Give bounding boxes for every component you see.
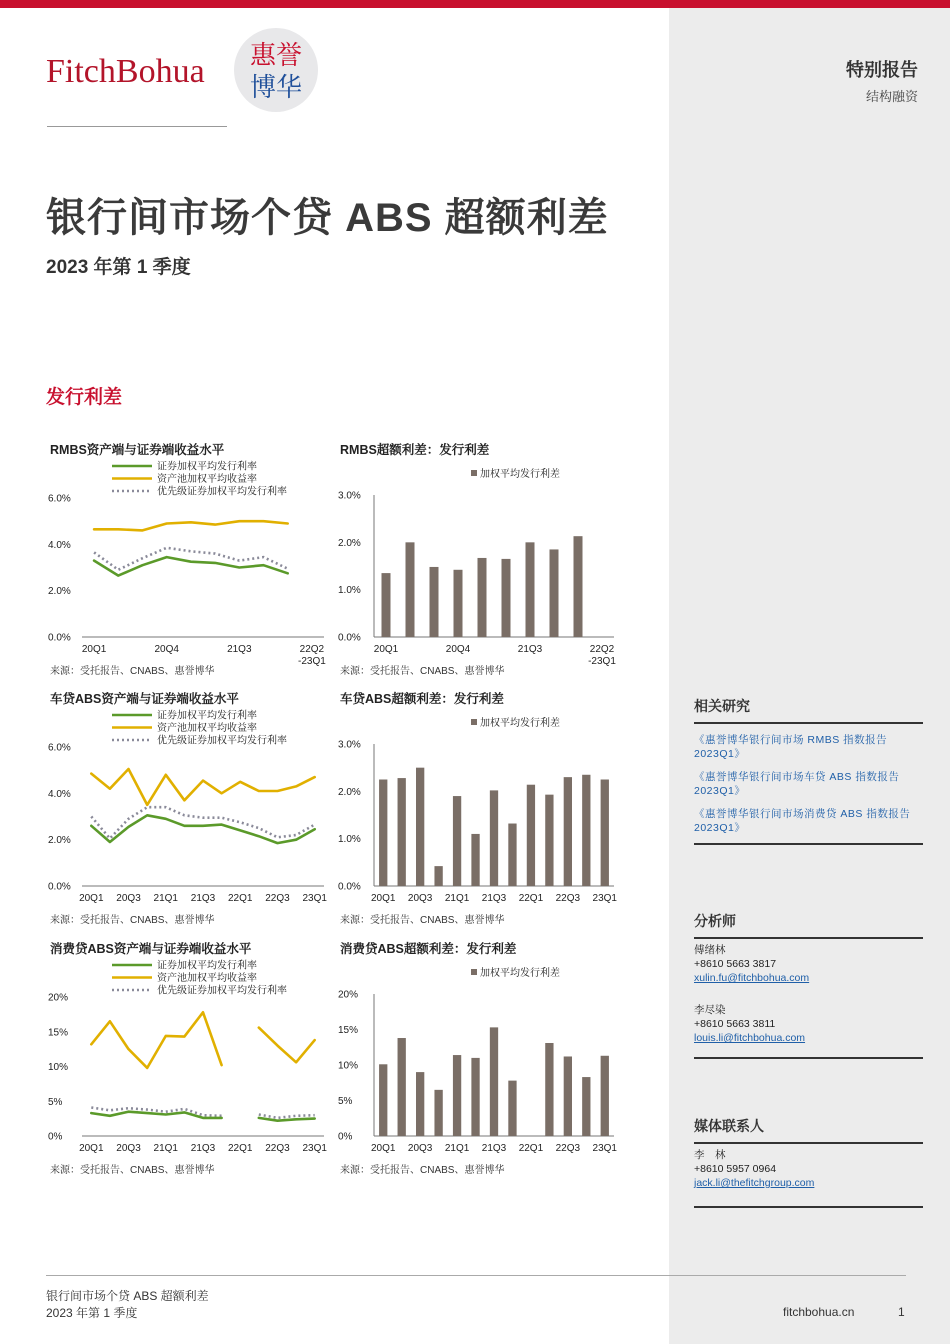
page-title: 银行间市场个贷 ABS 超额利差	[46, 196, 609, 240]
bar	[478, 558, 487, 637]
x-tick-label: 20Q1	[373, 644, 399, 655]
y-tick-label: 0.0%	[338, 881, 361, 893]
top-accent-bar	[0, 0, 950, 8]
chart-source-note: 来源：受托报告、CNABS、惠誉博华	[340, 1165, 505, 1176]
bar	[416, 1072, 424, 1136]
y-tick-label: 15%	[338, 1025, 359, 1036]
related-research	[694, 696, 923, 845]
x-tick-label: 22Q1	[518, 1143, 544, 1154]
y-tick-label: 0%	[48, 1131, 63, 1143]
bar	[545, 1043, 553, 1136]
legend-label-bar: 加权平均发行利差	[480, 469, 560, 480]
bar	[574, 536, 583, 637]
x-tick-label: -23Q1	[298, 656, 326, 667]
media-contact-block	[694, 1116, 923, 1208]
y-tick-label: 20%	[338, 989, 359, 1001]
y-tick-label: 10%	[48, 1062, 69, 1073]
bar	[434, 866, 442, 886]
bar	[502, 559, 511, 637]
y-tick-label: 3.0%	[338, 490, 361, 502]
x-tick-label: 21Q3	[481, 893, 507, 904]
bar	[398, 778, 406, 886]
chart-auto-yield	[46, 689, 336, 929]
y-tick-label: 6.0%	[48, 493, 71, 505]
legend-label: 资产池加权平均收益率	[157, 723, 257, 734]
bar	[601, 780, 609, 887]
x-tick-label: 23Q1	[302, 893, 327, 904]
legend-label: 证券加权平均发行利率	[157, 461, 257, 473]
chart-title: RMBS超额利差：发行利差	[340, 443, 490, 457]
x-tick-label: 20Q3	[407, 1143, 433, 1154]
analyst-email[interactable]: xulin.fu@fitchbohua.com	[694, 972, 810, 984]
x-tick-label: 23Q1	[302, 1143, 327, 1154]
y-tick-label: 15%	[48, 1027, 69, 1039]
y-tick-label: 4.0%	[48, 539, 71, 551]
logo-wordmark: FitchBohua	[46, 53, 205, 90]
analyst-phone: +8610 5663 3817	[694, 958, 777, 970]
chart-title: 车贷ABS超额利差：发行利差	[340, 692, 504, 706]
analyst-email[interactable]: louis.li@fitchbohua.com	[694, 1032, 806, 1044]
report-type-block	[846, 56, 918, 105]
bar	[601, 1056, 609, 1136]
y-tick-label: 2.0%	[338, 786, 361, 798]
x-tick-label: 21Q1	[444, 893, 470, 904]
y-tick-label: 20%	[48, 992, 69, 1004]
y-tick-label: 4.0%	[48, 788, 71, 800]
bar	[379, 780, 387, 887]
media-contact-name: 李 林	[694, 1149, 726, 1161]
bar	[406, 542, 415, 637]
x-tick-label: 20Q1	[370, 893, 396, 904]
bar	[434, 1090, 442, 1136]
chart-title: RMBS资产端与证券端收益水平	[50, 443, 225, 457]
y-tick-label: 0.0%	[338, 632, 361, 644]
series-line-pool-yield	[91, 1012, 314, 1068]
y-tick-label: 5%	[338, 1096, 353, 1107]
bar	[508, 1081, 516, 1136]
chart-title: 消费贷ABS超额利差：发行利差	[340, 942, 517, 956]
related-link-consumer[interactable]: 《惠誉博华银行间市场消费贷 ABS 指数报告 2023Q1》	[694, 808, 911, 834]
legend-label-bar: 加权平均发行利差	[480, 968, 560, 979]
footer-line-2: 2023 年第 1 季度	[46, 1306, 138, 1320]
related-link-auto[interactable]: 《惠誉博华银行间市场车贷 ABS 指数报告 2023Q1》	[694, 771, 900, 797]
analyst-name: 傅绪林	[694, 944, 726, 956]
chart-consumer-spread	[336, 939, 626, 1179]
legend-label: 资产池加权平均收益率	[157, 474, 257, 485]
series-line-pool-yield	[91, 769, 314, 805]
x-tick-label: 21Q3	[190, 1143, 216, 1154]
legend-label: 优先级证券加权平均发行利率	[157, 735, 287, 747]
y-tick-label: 5%	[48, 1096, 63, 1108]
x-tick-label: 21Q3	[190, 893, 216, 904]
chart-source-note: 来源：受托报告、CNABS、惠誉博华	[340, 915, 505, 926]
legend-swatch-bar	[471, 719, 477, 725]
x-tick-label: 20Q4	[445, 644, 471, 655]
x-tick-label: 22Q3	[265, 1143, 290, 1154]
logo-divider	[47, 126, 227, 127]
bar	[453, 1055, 461, 1136]
x-tick-label: 20Q1	[370, 1143, 396, 1154]
bar	[508, 824, 516, 886]
x-tick-label: 22Q3	[555, 893, 581, 904]
bar	[545, 795, 553, 886]
y-tick-label: 2.0%	[338, 537, 361, 549]
x-tick-label: 22Q1	[227, 893, 253, 904]
chart-source-note: 来源：受托报告、CNABS、惠誉博华	[50, 1165, 215, 1176]
chart-svg	[336, 939, 626, 1179]
chart-svg	[46, 440, 336, 680]
y-tick-label: 3.0%	[338, 739, 361, 751]
chart-source-note: 来源：受托报告、CNABS、惠誉博华	[50, 915, 215, 926]
x-tick-label: 20Q4	[154, 644, 179, 655]
analyst-2	[694, 1003, 923, 1045]
x-tick-label: 21Q1	[153, 1143, 179, 1154]
page-number: 1	[898, 1305, 905, 1319]
footer-report-name	[46, 1288, 209, 1322]
chart-title: 消费贷ABS资产端与证券端收益水平	[50, 942, 252, 956]
bar	[564, 1056, 572, 1136]
bar	[490, 1027, 498, 1136]
chart-consumer-yield	[46, 939, 336, 1179]
series-line-security-rate	[91, 1112, 314, 1121]
bar	[490, 790, 498, 886]
series-line-security-rate	[91, 815, 314, 843]
legend-label: 证券加权平均发行利率	[157, 710, 257, 722]
legend-label: 优先级证券加权平均发行利率	[157, 486, 287, 498]
report-type: 特别报告	[846, 60, 918, 80]
x-tick-label: 21Q1	[153, 893, 179, 904]
x-tick-label: -23Q1	[588, 656, 616, 667]
footer-site[interactable]: fitchbohua.cn	[783, 1305, 855, 1319]
x-tick-label: 20Q1	[81, 644, 107, 655]
x-tick-label: 22Q3	[555, 1143, 581, 1154]
x-tick-label: 23Q1	[592, 1143, 618, 1154]
x-tick-label: 20Q3	[116, 893, 141, 904]
analysts-block	[694, 911, 923, 1059]
media-contact-email[interactable]: jack.li@thefitchgroup.com	[694, 1177, 815, 1189]
chart-svg	[336, 440, 626, 680]
footer-line-1: 银行间市场个贷 ABS 超额利差	[46, 1289, 209, 1303]
x-tick-label: 20Q1	[79, 893, 104, 904]
series-line-senior-rate	[91, 807, 314, 838]
media-contact-heading: 媒体联系人	[694, 1116, 923, 1144]
related-link-rmbs[interactable]: 《惠誉博华银行间市场 RMBS 指数报告 2023Q1》	[694, 734, 888, 760]
analyst-name: 李尽染	[694, 1004, 726, 1016]
logo-seal-top: 惠誉	[249, 41, 303, 71]
x-tick-label: 22Q1	[227, 1143, 253, 1154]
chart-svg	[46, 939, 336, 1179]
bar	[582, 775, 590, 886]
y-tick-label: 2.0%	[48, 835, 71, 847]
chart-source-note: 来源：受托报告、CNABS、惠誉博华	[340, 666, 505, 677]
bar	[582, 1077, 590, 1136]
legend-swatch-bar	[471, 969, 477, 975]
bar	[527, 785, 535, 886]
y-tick-label: 2.0%	[48, 586, 71, 598]
legend-label: 证券加权平均发行利率	[157, 960, 257, 972]
chart-rmbs-spread	[336, 440, 626, 680]
related-research-heading: 相关研究	[694, 696, 923, 724]
y-tick-label: 1.0%	[338, 585, 361, 597]
series-line-pool-yield	[94, 521, 288, 530]
analysts-heading: 分析师	[694, 911, 923, 939]
y-tick-label: 10%	[338, 1060, 359, 1072]
bar	[564, 777, 572, 886]
bar	[416, 768, 424, 886]
x-tick-label: 20Q1	[79, 1143, 104, 1154]
x-tick-label: 22Q2	[589, 644, 615, 655]
y-tick-label: 0.0%	[48, 881, 71, 893]
chart-rmbs-yield	[46, 440, 336, 680]
x-tick-label: 21Q3	[517, 644, 543, 655]
analyst-phone: +8610 5663 3811	[694, 1018, 776, 1030]
y-tick-label: 1.0%	[338, 834, 361, 846]
bar	[430, 567, 439, 637]
media-contact	[694, 1148, 923, 1190]
chart-auto-spread	[336, 689, 626, 929]
x-tick-label: 21Q3	[227, 644, 252, 655]
fitchbohua-logo	[46, 28, 326, 118]
chart-svg	[336, 689, 626, 929]
logo-seal-bottom: 博华	[249, 73, 303, 103]
chart-svg	[46, 689, 336, 929]
media-contact-phone: +8610 5957 0964	[694, 1163, 777, 1175]
bar	[471, 834, 479, 886]
bar	[379, 1064, 387, 1136]
report-category: 结构融资	[865, 89, 918, 104]
x-tick-label: 21Q1	[444, 1143, 470, 1154]
legend-label: 优先级证券加权平均发行利率	[157, 985, 287, 997]
bar	[382, 573, 391, 637]
chart-source-note: 来源：受托报告、CNABS、惠誉博华	[50, 666, 215, 677]
x-tick-label: 22Q2	[299, 644, 325, 655]
page-subtitle: 2023 年第 1 季度	[46, 257, 191, 278]
bar	[471, 1058, 479, 1136]
x-tick-label: 20Q3	[116, 1143, 141, 1154]
bar	[454, 570, 463, 637]
x-tick-label: 22Q1	[518, 893, 544, 904]
x-tick-label: 20Q3	[407, 893, 433, 904]
chart-title: 车贷ABS资产端与证券端收益水平	[50, 692, 239, 706]
legend-label-bar: 加权平均发行利差	[480, 718, 560, 729]
bar	[453, 796, 461, 886]
y-tick-label: 0%	[338, 1131, 353, 1143]
analyst-1	[694, 943, 923, 985]
bar	[398, 1038, 406, 1136]
y-tick-label: 6.0%	[48, 742, 71, 754]
legend-label: 资产池加权平均收益率	[157, 973, 257, 984]
x-tick-label: 21Q3	[481, 1143, 507, 1154]
legend-swatch-bar	[471, 470, 477, 476]
y-tick-label: 0.0%	[48, 632, 71, 644]
section-title: 发行利差	[46, 387, 123, 408]
footer-divider	[46, 1275, 906, 1276]
bar	[526, 542, 535, 637]
x-tick-label: 22Q3	[265, 893, 290, 904]
bar	[550, 549, 559, 637]
x-tick-label: 23Q1	[592, 893, 618, 904]
